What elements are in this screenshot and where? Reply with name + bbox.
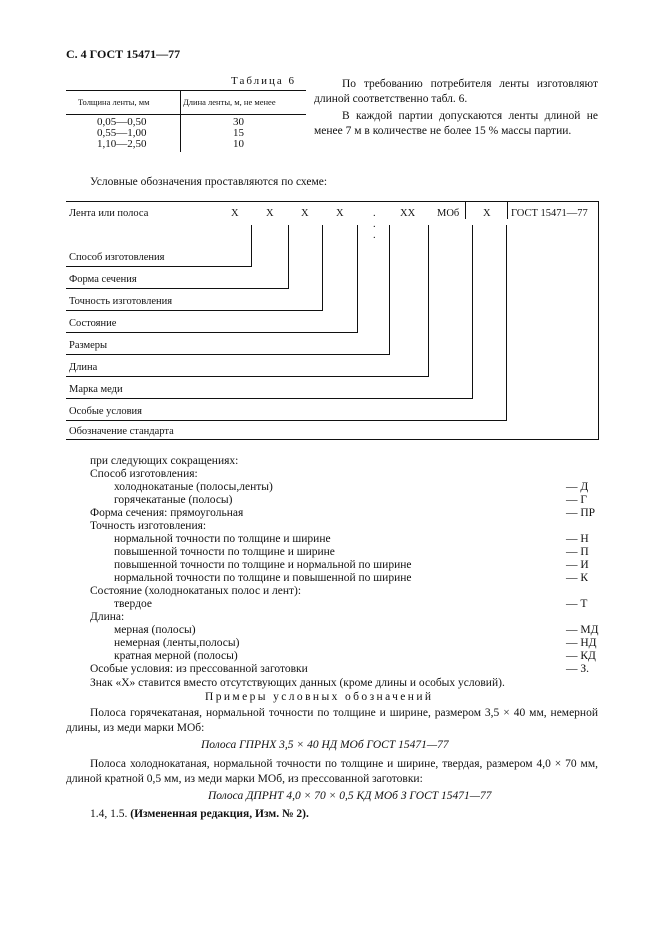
leader-line bbox=[251, 225, 252, 266]
slot-xx-length: ХХ bbox=[400, 208, 416, 219]
label-length: Длина bbox=[69, 362, 98, 373]
label-special-conditions: Особые условия bbox=[69, 406, 142, 417]
scheme-separator bbox=[465, 201, 466, 219]
leader-line bbox=[288, 225, 289, 288]
abbrev-item-text: Состояние (холоднокатаных полос и лент): bbox=[90, 585, 302, 597]
page-header: С. 4 ГОСТ 15471—77 bbox=[66, 47, 181, 61]
abbrev-item-code: — К bbox=[566, 572, 589, 584]
abbrev-intro: при следующих сокращениях: bbox=[90, 455, 239, 467]
abbrev-item-code: — Д bbox=[566, 481, 589, 493]
abbrev-item-text: повышенной точности по толщине и ширине bbox=[114, 546, 335, 558]
abbrev-item-code: — З. bbox=[566, 663, 590, 675]
slot-x-section: Х bbox=[266, 208, 274, 219]
label-method: Способ изготовления bbox=[69, 252, 165, 263]
leader-underline bbox=[66, 354, 390, 355]
example-2-text: Полоса холоднокатаная, нормальной точности по толщине и ширине, твердая, размером 4,0 × 70 мм, длиной кратной 0,5 мм, из меди марки МОб, из прессованной заготовки: bbox=[66, 758, 598, 785]
abbrev-item-code: — Т bbox=[566, 598, 588, 610]
abbrev-item-code: — НД bbox=[566, 637, 597, 649]
abbrev-item-text: Форма сечения: прямоугольная bbox=[90, 507, 244, 519]
abbrev-item-code: — П bbox=[566, 546, 589, 558]
abbrev-item-text: мерная (полосы) bbox=[114, 624, 196, 636]
slot-x-special: Х bbox=[483, 208, 491, 219]
label-state: Состояние bbox=[69, 318, 117, 329]
leader-underline bbox=[66, 310, 323, 311]
leader-line bbox=[472, 225, 473, 398]
table-top-rule bbox=[66, 90, 306, 91]
abbrev-item-text: холоднокатаные (полосы,ленты) bbox=[114, 481, 273, 493]
abbrev-item-code: — МД bbox=[566, 624, 599, 636]
slot-x-accuracy: Х bbox=[301, 208, 309, 219]
table-cell-thickness: 0,55—1,00 bbox=[97, 127, 147, 139]
abbrev-item-text: немерная (ленты,полосы) bbox=[114, 637, 240, 649]
abbrev-item-text: Длина: bbox=[90, 611, 125, 623]
label-accuracy: Точность изготовления bbox=[69, 296, 173, 307]
abbrev-item-code: — Г bbox=[566, 494, 588, 506]
leader-line bbox=[428, 225, 429, 376]
abbrev-item-code: — И bbox=[566, 559, 589, 571]
leader-line bbox=[389, 225, 390, 354]
table-cell-length: 30 bbox=[233, 116, 244, 128]
amendment-ref: 1.4, 1.5. bbox=[90, 808, 128, 820]
leader-underline bbox=[66, 398, 473, 399]
example-2-code: Полоса ДПРНТ 4,0 × 70 × 0,5 КД МОб З ГОСТ 15471—77 bbox=[208, 790, 492, 802]
abbrev-item-code: — КД bbox=[566, 650, 596, 662]
col-header-thickness: Толщина ленты, мм bbox=[78, 97, 150, 107]
col-header-length: Длина ленты, м, не менее bbox=[183, 97, 276, 107]
leader-line bbox=[506, 225, 507, 420]
leader-underline bbox=[66, 266, 252, 267]
leader-underline bbox=[66, 288, 289, 289]
table-cell-length: 10 bbox=[233, 138, 244, 150]
abbrev-item-text: нормальной точности по толщине и ширине bbox=[114, 533, 331, 545]
table-title: Таблица 6 bbox=[231, 75, 297, 87]
leader-line bbox=[322, 225, 323, 310]
scheme-separator bbox=[507, 201, 508, 219]
abbrev-item-text: Точность изготовления: bbox=[90, 520, 207, 532]
leader-underline bbox=[66, 376, 429, 377]
scheme-bottom-rule bbox=[66, 439, 599, 440]
label-section-shape: Форма сечения bbox=[69, 274, 137, 285]
table-cell-length: 15 bbox=[233, 127, 244, 139]
abbrev-item-code: — Н bbox=[566, 533, 589, 545]
abbrev-item-text: кратная мерной (полосы) bbox=[114, 650, 238, 662]
table-header-rule bbox=[66, 114, 306, 115]
abbrev-item-text: твердое bbox=[114, 598, 152, 610]
note-x-sign: Знак «Х» ставится вместо отсутствующих данных (кроме длины и особых условий). bbox=[90, 677, 505, 689]
scheme-top-rule bbox=[66, 201, 599, 202]
slot-x-state: Х bbox=[336, 208, 344, 219]
examples-title: Примеры условных обозначений bbox=[205, 691, 434, 703]
abbrev-item-text: Способ изготовления: bbox=[90, 468, 198, 480]
amendment-label: (Измененная редакция, Изм. № 2). bbox=[130, 808, 309, 820]
leader-line bbox=[357, 225, 358, 332]
label-standard: Обозначение стандарта bbox=[69, 426, 174, 437]
table-column-divider bbox=[180, 90, 181, 152]
scheme-head-label: Лента или полоса bbox=[69, 208, 149, 219]
abbrev-item-text: нормальной точности по толщине и повышенной по ширине bbox=[114, 572, 412, 584]
leader-underline bbox=[66, 332, 358, 333]
abbrev-item-text: повышенной точности по толщине и нормальной по ширине bbox=[114, 559, 412, 571]
amendment-note bbox=[90, 808, 309, 820]
scheme-intro: Условные обозначения проставляются по схеме: bbox=[90, 176, 328, 188]
abbrev-item-text: Особые условия: из прессованной заготовки bbox=[90, 663, 308, 675]
abbrev-item-text: горячекатаные (полосы) bbox=[114, 494, 233, 506]
abbrev-item-code: — ПР bbox=[566, 507, 596, 519]
scheme-right-border bbox=[598, 201, 599, 440]
slot-dots-sizes: . . . bbox=[373, 208, 376, 241]
paragraph-batch-allowance: В каждой партии допускаются ленты длиной не менее 7 м в количестве не более 15 % массы партии. bbox=[314, 110, 598, 137]
table-cell-thickness: 1,10—2,50 bbox=[97, 138, 147, 150]
example-1-text: Полоса горячекатаная, нормальной точности по толщине и ширине, размером 3,5 × 40 мм, немерной длины, из меди марки МОб: bbox=[66, 707, 598, 734]
slot-copper-grade: МОб bbox=[437, 208, 460, 219]
label-copper-grade: Марка меди bbox=[69, 384, 123, 395]
example-1-code: Полоса ГПРНХ 3,5 × 40 НД МОб ГОСТ 15471—77 bbox=[201, 739, 449, 751]
label-sizes: Размеры bbox=[69, 340, 108, 351]
leader-underline bbox=[66, 420, 507, 421]
slot-standard: ГОСТ 15471—77 bbox=[511, 208, 588, 219]
slot-x-method: Х bbox=[231, 208, 239, 219]
table-cell-thickness: 0,05—0,50 bbox=[97, 116, 147, 128]
paragraph-length-requirement: По требованию потребителя ленты изготовляют длиной соответственно табл. 6. bbox=[314, 78, 598, 105]
